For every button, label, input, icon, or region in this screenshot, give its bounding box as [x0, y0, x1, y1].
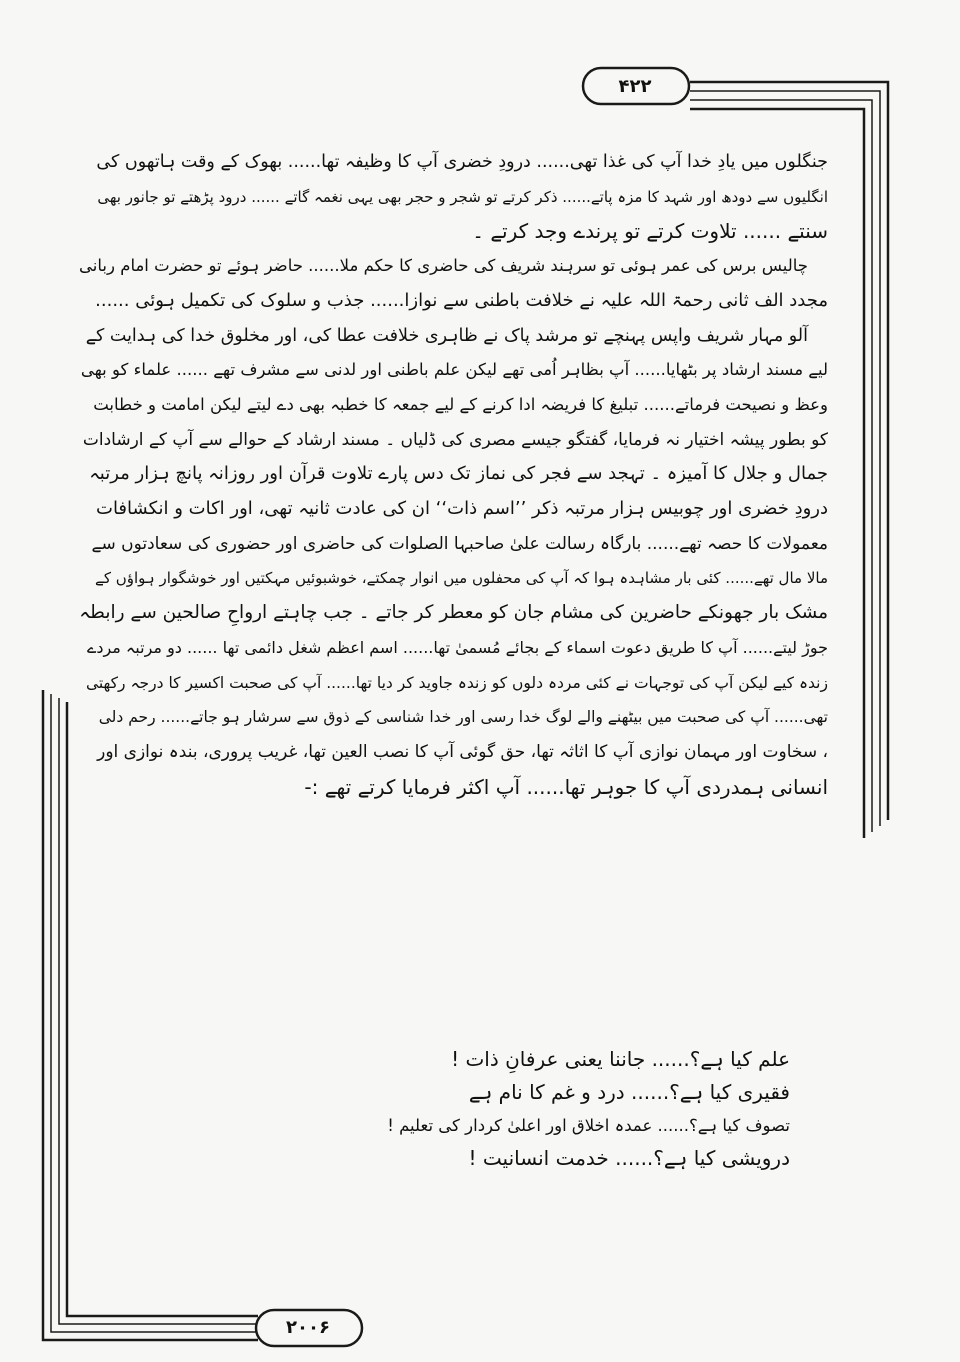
text-line: زندہ کیے لیکن آپ کی توجہات نے کئی مردہ دلوں کو زندہ جاوید کر دیا تھا...... آپ کی صحبت اکسیر کا درجہ رکھتی — [85, 673, 828, 692]
text-line: مجدد الف ثانی رحمۃ اللہ علیہ نے خلافت باطنی سے نوازا...... جذب و سلوک کی تکمیل ہوئی ...... — [95, 289, 828, 311]
text-line: آلو مہار شریف واپس پہنچے تو مرشد پاک نے ظاہری خلافت عطا کی، اور مخلوق خدا کی ہدایت کے — [85, 325, 808, 346]
text-line: کو بطور پیشہ اختیار نہ فرمایا، گفتگو جیسے مصری کی ڈلیاں ۔ مسند ارشاد کے حوالے سے آپ کے ارشادات — [82, 429, 828, 450]
text-line: مشک بار جھونکے حاضرین کی مشام جان کو معطر کر جاتے ۔ جب چاہتے ارواحِ صالحین سے رابطہ — [79, 602, 828, 624]
saying-item: تصوف کیا ہے؟...... عمدہ اخلاق اور اعلیٰ کردار کی تعلیم ! — [387, 1116, 790, 1135]
text-line: تھی...... آپ کی صحبت میں بیٹھنے والے لوگ خدا رسی اور خدا شناسی کے ذوق سے سرشار ہو جاتے...... رحم دلی — [98, 708, 828, 727]
paragraph-2 — [78, 249, 828, 318]
page-number-bottom: ۲۰۰۶ — [286, 1317, 330, 1338]
page-number-top: ۴۲۲ — [618, 76, 652, 97]
text-line: درودِ خضری اور چوبیس ہزار مرتبہ ذکر ’’اسم ذات‘‘ ان کی عادت ثانیہ تھی، اور اکات و انکشافات — [96, 498, 828, 520]
text-line: چالیس برس کی عمر ہوئی تو سرہند شریف کی حاضری کا حکم ملا...... حاضر ہوئے تو حضرت امام ربانی — [79, 256, 808, 276]
text-line: جنگلوں میں یادِ خدا آپ کی غذا تھی...... درودِ خضری آپ کا وظیفہ تھا...... بھوک کے وقت ہاتھوں کی — [96, 152, 828, 172]
sayings-list — [380, 1043, 790, 1175]
text-line: جوڑ لیتے...... آپ کا طریق دعوت اسماء کے بجائے مُسمیٰ تھا...... اسم اعظم شغل دائمی تھا ...... دو مرتبہ مردے — [86, 637, 828, 657]
text-line: ، سخاوت اور مہمان نوازی آپ کا اثاثہ تھا، حق گوئی آپ کا نصب العین تھا، غریب پروری، بندہ نوازی اور — [97, 741, 828, 762]
paragraph-1 — [78, 145, 828, 249]
paragraph-3 — [78, 319, 828, 805]
text-line: وعظ و نصیحت فرماتے...... تبلیغ کا فریضہ ادا کرنے کے لیے جمعہ کا خطبہ بھی دے لیتے لیکن امامت و خطابت — [93, 394, 828, 414]
text-line: معمولات کا حصہ تھے...... بارگاہ رسالت علیٰ صاحبہا الصلوات کی حاضری اور حضوری کی سعادتوں سے — [91, 533, 828, 554]
text-line: مالا مال تھے...... کئی بار مشاہدہ ہوا کہ آپ کی محفلوں میں انوار چمکتے، خوشبوئیں مہکتیں اور خوشگوار ہواؤں کے — [95, 569, 828, 588]
text-line: انسانی ہمدردی آپ کا جوہر تھا...... آپ اکثر فرمایا کرتے تھے :- — [304, 774, 828, 799]
text-line: انگلیوں سے دودھ اور شہد کا مزہ پاتے...... ذکر کرتے تو شجر و حجر بھی یہی نغمہ گاتے ...... درود پڑھتے تو جانور بھی — [97, 187, 828, 206]
saying-item: علم کیا ہے؟...... جاننا یعنی عرفانِ ذات ! — [451, 1047, 790, 1071]
text-line: جمال و جلال کا آمیزہ ۔ تہجد سے فجر کی نماز تک دس پارے تلاوت قرآن اور روزانہ پانچ ہزار مرتبہ — [89, 463, 828, 485]
saying-item: فقیری کیا ہے؟...... درد و غم کا نام ہے — [468, 1080, 790, 1104]
text-line: لیے مسند ارشاد پر بٹھایا...... آپ بظاہر اُمی تھے لیکن علم باطنی اور لدنی سے مشرف تھے ...... علماء کو بھی — [80, 360, 828, 380]
saying-item: درویشی کیا ہے؟...... خدمت انسانیت ! — [468, 1146, 790, 1170]
text-line: سنتے ...... تلاوت کرتے تو پرندے وجد کرتے ۔ — [472, 219, 828, 244]
body-text — [78, 145, 828, 804]
